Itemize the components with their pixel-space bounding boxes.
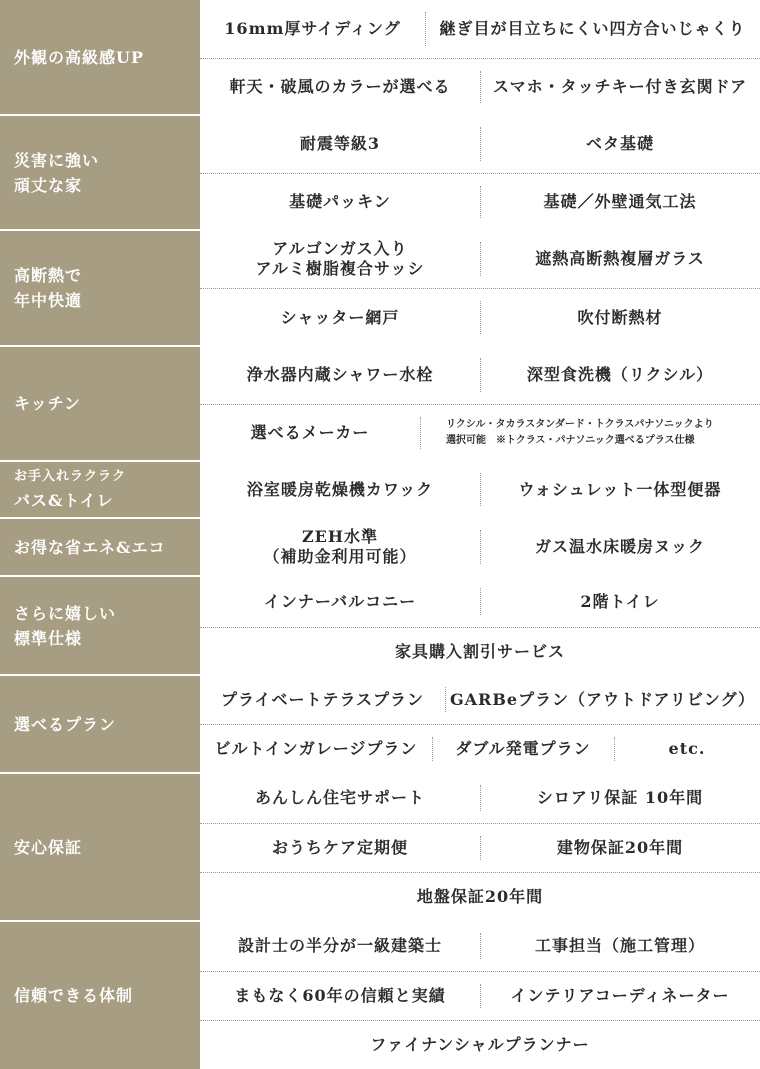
feature-item: ダブル発電プラン — [432, 725, 614, 773]
feature-item: 16mm厚サイディング — [224, 19, 401, 38]
feature-item: 工事担当（施工管理） — [480, 921, 760, 971]
feature-section — [0, 576, 760, 675]
feature-items — [200, 115, 760, 230]
section-divider — [0, 772, 760, 774]
feature-row — [200, 173, 760, 230]
feature-row — [200, 1020, 760, 1069]
feature-items — [200, 346, 760, 461]
feature-section — [0, 115, 760, 230]
feature-item: ファイナンシャルプランナー — [370, 1035, 590, 1054]
feature-item: 深型食洗機（リクシル） — [480, 346, 760, 404]
feature-item: プライベートテラスプラン — [220, 689, 425, 709]
feature-item: リクシル・タカラスタンダード・トクラスパナソニックより 選択可能 ※トクラス・パナソニック選べるプラス仕様 — [420, 405, 760, 461]
feature-row — [200, 921, 760, 971]
feature-row — [200, 115, 760, 173]
feature-item: 地盤保証20年間 — [416, 887, 544, 906]
feature-item: シャッター網戸 — [280, 307, 400, 327]
category-sublabel: お手入れラクラク — [14, 469, 127, 484]
category-cell — [0, 518, 200, 576]
section-divider — [0, 114, 760, 116]
feature-item: アルゴンガス入り アルミ樹脂複合サッシ — [255, 239, 425, 278]
category-cell — [0, 115, 200, 230]
feature-row — [200, 773, 760, 823]
feature-item: 基礎／外壁通気工法 — [480, 174, 760, 230]
category-cell — [0, 675, 200, 773]
feature-section — [0, 773, 760, 921]
feature-items — [200, 921, 760, 1069]
feature-row — [200, 0, 760, 58]
feature-item: 建物保証20年間 — [480, 824, 760, 872]
feature-items — [200, 773, 760, 921]
feature-row — [200, 230, 760, 288]
category-label: 災害に強い 頑丈な家 — [14, 150, 100, 195]
feature-section — [0, 230, 760, 346]
feature-item: 軒天・破風のカラーが選べる — [229, 77, 451, 96]
feature-item: 2階トイレ — [480, 576, 760, 627]
category-cell — [0, 0, 200, 115]
feature-item: シロアリ保証 10年間 — [480, 773, 760, 823]
category-cell — [0, 576, 200, 675]
feature-items — [200, 230, 760, 346]
feature-item: 基礎パッキン — [289, 192, 391, 211]
feature-items — [200, 461, 760, 518]
feature-section — [0, 461, 760, 518]
feature-section — [0, 675, 760, 773]
feature-item: ZEH水準 （補助金利用可能） — [263, 527, 417, 566]
feature-item: ビルトインガレージプラン — [214, 739, 418, 758]
feature-row — [200, 627, 760, 675]
category-cell — [0, 461, 200, 518]
section-divider — [0, 345, 760, 347]
feature-row — [200, 872, 760, 921]
section-divider — [0, 575, 760, 577]
feature-item: インテリアコーディネーター — [480, 972, 760, 1020]
feature-item: ウォシュレット一体型便器 — [480, 461, 760, 518]
feature-row — [200, 288, 760, 346]
feature-item: 浴室暖房乾燥機カワック — [246, 479, 434, 499]
feature-item: まもなく60年の信頼と実績 — [234, 986, 446, 1005]
feature-item: GARBeプラン（アウトドアリビング） — [445, 675, 760, 724]
section-divider — [0, 674, 760, 676]
feature-row — [200, 346, 760, 404]
feature-row — [200, 461, 760, 518]
category-label: 安心保証 — [14, 837, 83, 857]
category-label: さらに嬉しい 標準仕様 — [14, 603, 117, 648]
section-divider — [0, 460, 760, 462]
feature-item: 設計士の半分が一級建築士 — [237, 936, 442, 955]
category-label: 外観の高級感UP — [14, 48, 144, 67]
category-label: キッチン — [14, 394, 81, 413]
category-label: 選べるプラン — [14, 714, 117, 734]
feature-item: ガス温水床暖房ヌック — [480, 518, 760, 576]
section-divider — [0, 920, 760, 922]
feature-section — [0, 346, 760, 461]
feature-row — [200, 518, 760, 576]
category-cell — [0, 230, 200, 346]
feature-item: 耐震等級3 — [299, 134, 381, 153]
section-divider — [0, 517, 760, 519]
feature-section — [0, 0, 760, 115]
feature-items — [200, 576, 760, 675]
feature-item: 浄水器内蔵シャワー水栓 — [246, 365, 434, 384]
category-cell — [0, 773, 200, 921]
feature-section — [0, 518, 760, 576]
feature-item: 家具購入割引サービス — [394, 641, 565, 661]
feature-row — [200, 675, 760, 724]
feature-item: スマホ・タッチキー付き玄関ドア — [480, 59, 760, 115]
feature-items — [200, 675, 760, 773]
feature-item: etc. — [614, 725, 760, 773]
feature-item: 遮熱高断熱複層ガラス — [480, 230, 760, 288]
section-divider — [0, 229, 760, 231]
feature-item: ベタ基礎 — [480, 115, 760, 173]
category-label: 信頼できる体制 — [14, 985, 134, 1005]
category-label: お得な省エネ&エコ — [14, 537, 166, 557]
feature-items — [200, 518, 760, 576]
feature-row — [200, 576, 760, 627]
category-mainlabel: バス&トイレ — [14, 491, 114, 510]
feature-row — [200, 823, 760, 872]
feature-item: 選べるメーカー — [250, 423, 370, 442]
feature-item: インナーバルコニー — [263, 591, 417, 611]
feature-row — [200, 404, 760, 461]
feature-item: 吹付断熱材 — [480, 289, 760, 346]
feature-item: あんしん住宅サポート — [254, 788, 425, 807]
feature-row — [200, 971, 760, 1020]
feature-items — [200, 0, 760, 115]
feature-item: 継ぎ目が目立ちにくい四方合いじゃくり — [425, 0, 760, 58]
category-cell — [0, 346, 200, 461]
category-label: 高断熱で 年中快適 — [14, 266, 83, 310]
feature-row — [200, 724, 760, 773]
category-cell — [0, 921, 200, 1069]
feature-item: おうちケア定期便 — [271, 838, 408, 857]
category-label — [14, 466, 126, 513]
feature-row — [200, 58, 760, 115]
feature-section — [0, 921, 760, 1069]
